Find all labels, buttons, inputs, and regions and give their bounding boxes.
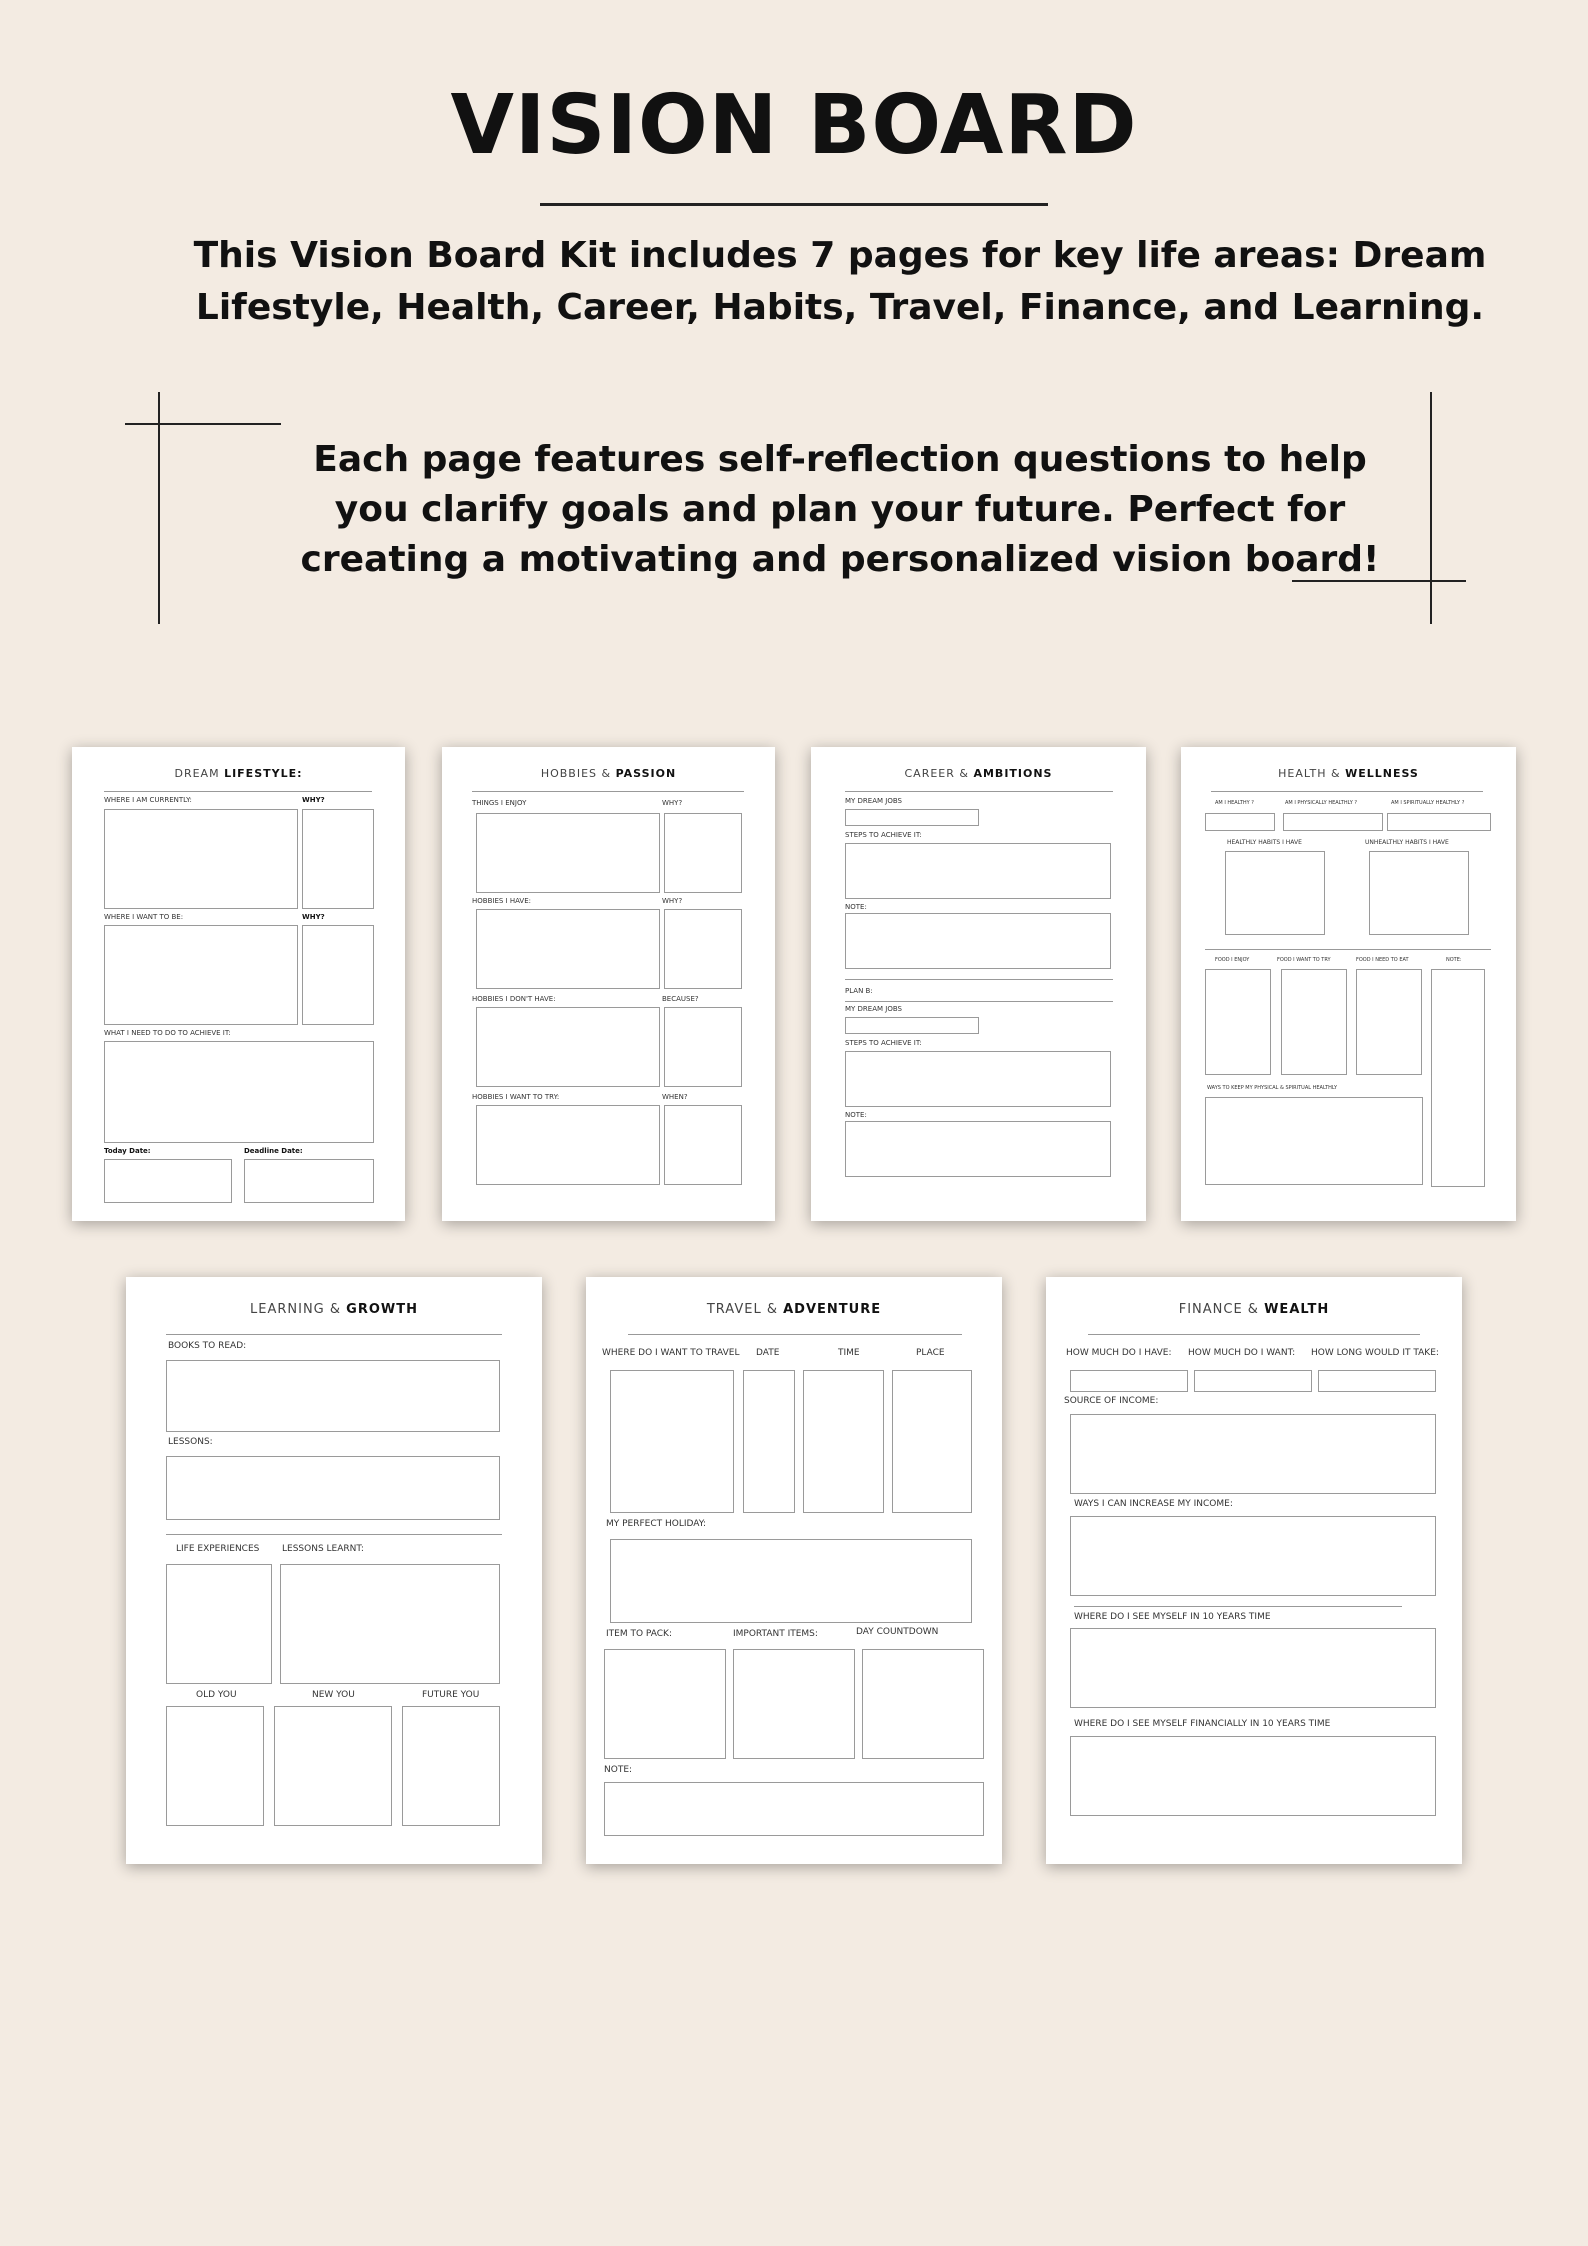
sheet-title: [586, 1302, 1002, 1317]
sheet-label: Deadline Date:: [244, 1147, 303, 1155]
sheet-label: WHERE I AM CURRENTLY:: [104, 796, 192, 804]
answer-box: [845, 1017, 979, 1034]
answer-box: [1431, 969, 1485, 1187]
sheet-label: HEALTHLY HABITS I HAVE: [1227, 839, 1302, 846]
answer-box: [1369, 851, 1469, 935]
answer-box: [845, 843, 1111, 899]
sheet-title-light: FINANCE &: [1178, 1302, 1265, 1317]
answer-box: [664, 813, 742, 893]
page-title: VISION BOARD: [450, 78, 1138, 173]
answer-box: [1205, 813, 1275, 831]
sheet-hobbies-passion: [442, 747, 775, 1221]
sheet-label: TIME: [838, 1348, 860, 1358]
sheet-label: MY PERFECT HOLIDAY:: [606, 1519, 707, 1529]
sheet-title: [811, 767, 1146, 780]
sheet-label: SOURCE OF INCOME:: [1064, 1396, 1159, 1406]
sheet-label: FOOD I WANT TO TRY: [1277, 957, 1331, 963]
sheet-label: WHEN?: [662, 1093, 688, 1101]
sheet-title-bold: LIFESTYLE: [224, 767, 298, 780]
sheet-label: BECAUSE?: [662, 995, 699, 1003]
sheet-label: AM I SPIRITUALLY HEALTHLY ?: [1391, 800, 1465, 806]
answer-box: [862, 1649, 984, 1759]
sheet-label: DAY COUNTDOWN: [856, 1627, 939, 1637]
sheet-label: LESSONS LEARNT:: [282, 1544, 364, 1554]
sheet-label: WHY?: [662, 799, 683, 807]
answer-box: [1070, 1370, 1188, 1392]
sheet-label: DATE: [756, 1348, 780, 1358]
sheet-title: [72, 767, 405, 780]
sheet-label: WHERE DO I SEE MYSELF IN 10 YEARS TIME: [1074, 1612, 1271, 1622]
sheet-rule: [628, 1334, 962, 1335]
answer-box: [1318, 1370, 1436, 1392]
sheet-label: NOTE:: [1446, 957, 1462, 963]
sheet-title-light: TRAVEL &: [706, 1302, 784, 1317]
answer-box: [1387, 813, 1491, 831]
sheet-label: WHY?: [302, 796, 325, 804]
sheet-title: [126, 1302, 542, 1317]
sheet-label: WHAT I NEED TO DO TO ACHIEVE IT:: [104, 1029, 231, 1037]
sheet-label: UNHEALTHLY HABITS I HAVE: [1365, 839, 1449, 846]
sheet-label: WAYS I CAN INCREASE MY INCOME:: [1074, 1499, 1233, 1509]
sheet-rule: [845, 1001, 1113, 1002]
sheet-label: NOTE:: [604, 1765, 633, 1775]
answer-box: [280, 1564, 500, 1684]
sheet-finance-wealth: [1046, 1277, 1462, 1864]
sheet-label: HOW LONG WOULD IT TAKE:: [1311, 1348, 1439, 1358]
sheet-title: [1046, 1302, 1462, 1317]
sheet-rule: [1205, 949, 1491, 950]
deco-line-left-vertical: [158, 392, 160, 624]
sheet-title: [442, 767, 775, 780]
sheet-title-light: HEALTH &: [1278, 767, 1346, 780]
sheet-label: WHERE DO I SEE MYSELF FINANCIALLY IN 10 YEARS TIME: [1074, 1719, 1331, 1729]
sheet-title-bold: ADVENTURE: [783, 1302, 882, 1317]
sheet-label: HOW MUCH DO I WANT:: [1188, 1348, 1296, 1358]
sheet-rule: [845, 979, 1113, 980]
sheet-label: FUTURE YOU: [422, 1690, 480, 1700]
answer-box: [1070, 1516, 1436, 1596]
answer-box: [166, 1706, 264, 1826]
sheet-label: HOBBIES I WANT TO TRY:: [472, 1093, 560, 1101]
sheet-travel-adventure: [586, 1277, 1002, 1864]
answer-box: [1070, 1414, 1436, 1494]
title-divider: [540, 203, 1048, 206]
sheet-title-light: CAREER &: [904, 767, 974, 780]
sheet-label: WHERE I WANT TO BE:: [104, 913, 184, 921]
sheet-label: STEPS TO ACHIEVE IT:: [845, 831, 922, 839]
answer-box: [1205, 1097, 1423, 1185]
answer-box: [1194, 1370, 1312, 1392]
answer-box: [274, 1706, 392, 1826]
sheet-label: AM I PHYSICALLY HEALTHLY ?: [1285, 800, 1357, 806]
features-text: Each page features self-reflection questions to help you clarify goals and plan your future. Perfect for creating a motivating and personalized vision board!: [300, 439, 1380, 580]
sheet-label: WAYS TO KEEP MY PHYSICAL & SPIRITUAL HEALTHLY: [1207, 1085, 1338, 1091]
deco-line-right-vertical: [1430, 392, 1432, 624]
sheet-label: HOBBIES I DON'T HAVE:: [472, 995, 556, 1003]
sheet-rule: [166, 1534, 502, 1535]
sheet-label: PLAN B:: [845, 987, 873, 995]
sheet-label: NOTE:: [845, 1111, 867, 1119]
answer-box: [664, 909, 742, 989]
answer-box: [610, 1539, 972, 1623]
sheet-label: NOTE:: [845, 903, 867, 911]
sheet-title-light: DREAM: [174, 767, 225, 780]
sheet-rule: [104, 791, 372, 792]
answer-box: [476, 1007, 660, 1087]
answer-box: [604, 1649, 726, 1759]
answer-box: [104, 1041, 374, 1143]
sheet-label: THINGS I ENJOY: [472, 799, 527, 807]
sheet-label: WHERE DO I WANT TO TRAVEL: [602, 1348, 740, 1358]
sheet-label: PLACE: [916, 1348, 945, 1358]
answer-box: [476, 1105, 660, 1185]
answer-box: [892, 1370, 972, 1513]
sheet-rule: [845, 791, 1113, 792]
answer-box: [166, 1456, 500, 1520]
answer-box: [104, 809, 298, 909]
sheet-label: BOOKS TO READ:: [168, 1341, 247, 1351]
answer-box: [166, 1564, 272, 1684]
answer-box: [733, 1649, 855, 1759]
sheet-label: LIFE EXPERIENCES: [176, 1544, 260, 1554]
sheet-label: Today Date:: [104, 1147, 151, 1155]
deco-line-left-horizontal: [125, 423, 281, 425]
answer-box: [1225, 851, 1325, 935]
sheet-title-bold: WEALTH: [1264, 1302, 1330, 1317]
sheet-dream-lifestyle: [72, 747, 405, 1221]
sheet-label: NEW YOU: [312, 1690, 355, 1700]
sheet-title-light: HOBBIES &: [540, 767, 616, 780]
sheet-rule: [1074, 1606, 1402, 1607]
sheet-label: AM I HEALTHY ?: [1215, 800, 1254, 806]
answer-box: [845, 913, 1111, 969]
sheet-label: FOOD I NEED TO EAT: [1356, 957, 1409, 963]
answer-box: [166, 1360, 500, 1432]
sheet-rule: [1211, 791, 1483, 792]
sheet-label: STEPS TO ACHIEVE IT:: [845, 1039, 922, 1047]
answer-box: [845, 809, 979, 826]
answer-box: [1281, 969, 1347, 1075]
answer-box: [1356, 969, 1422, 1075]
answer-box: [664, 1007, 742, 1087]
sheet-title-bold: PASSION: [615, 767, 677, 780]
sheet-label: FOOD I ENJOY: [1215, 957, 1250, 963]
sheet-title: [1181, 767, 1516, 780]
answer-box: [743, 1370, 795, 1513]
sheet-label: ITEM TO PACK:: [606, 1629, 672, 1639]
sheet-rule: [472, 791, 744, 792]
answer-box: [104, 925, 298, 1025]
sheet-rule: [166, 1334, 502, 1335]
sheet-title-light: LEARNING &: [250, 1302, 347, 1317]
answer-box: [1070, 1736, 1436, 1816]
sheet-label: OLD YOU: [196, 1690, 237, 1700]
sheet-title-bold: GROWTH: [346, 1302, 418, 1317]
deco-line-right-horizontal: [1292, 580, 1466, 582]
sheet-learning-growth: [126, 1277, 542, 1864]
answer-box: [104, 1159, 232, 1203]
answer-box: [664, 1105, 742, 1185]
answer-box: [604, 1782, 984, 1836]
sheet-title-suffix: :: [297, 767, 303, 780]
sheet-label: HOW MUCH DO I HAVE:: [1066, 1348, 1172, 1358]
sheet-label: LESSONS:: [168, 1437, 213, 1447]
sheet-title-bold: AMBITIONS: [973, 767, 1053, 780]
sheet-career-ambitions: [811, 747, 1146, 1221]
sheet-label: WHY?: [302, 913, 325, 921]
answer-box: [302, 925, 374, 1025]
answer-box: [1283, 813, 1383, 831]
sheet-health-wellness: [1181, 747, 1516, 1221]
answer-box: [845, 1121, 1111, 1177]
sheet-label: HOBBIES I HAVE:: [472, 897, 531, 905]
answer-box: [476, 909, 660, 989]
answer-box: [1070, 1628, 1436, 1708]
sheet-label: MY DREAM JOBS: [845, 1005, 902, 1013]
intro-text: This Vision Board Kit includes 7 pages for key life areas: Dream Lifestyle, Health, Career, Habits, Travel, Finance, and Learning.: [193, 235, 1487, 328]
answer-box: [803, 1370, 884, 1513]
answer-box: [610, 1370, 734, 1513]
sheet-label: MY DREAM JOBS: [845, 797, 902, 805]
answer-box: [244, 1159, 374, 1203]
answer-box: [1205, 969, 1271, 1075]
answer-box: [845, 1051, 1111, 1107]
answer-box: [476, 813, 660, 893]
sheet-title-bold: WELLNESS: [1345, 767, 1419, 780]
sheet-label: WHY?: [662, 897, 683, 905]
answer-box: [402, 1706, 500, 1826]
sheet-label: IMPORTANT ITEMS:: [733, 1629, 818, 1639]
sheet-rule: [1088, 1334, 1420, 1335]
answer-box: [302, 809, 374, 909]
